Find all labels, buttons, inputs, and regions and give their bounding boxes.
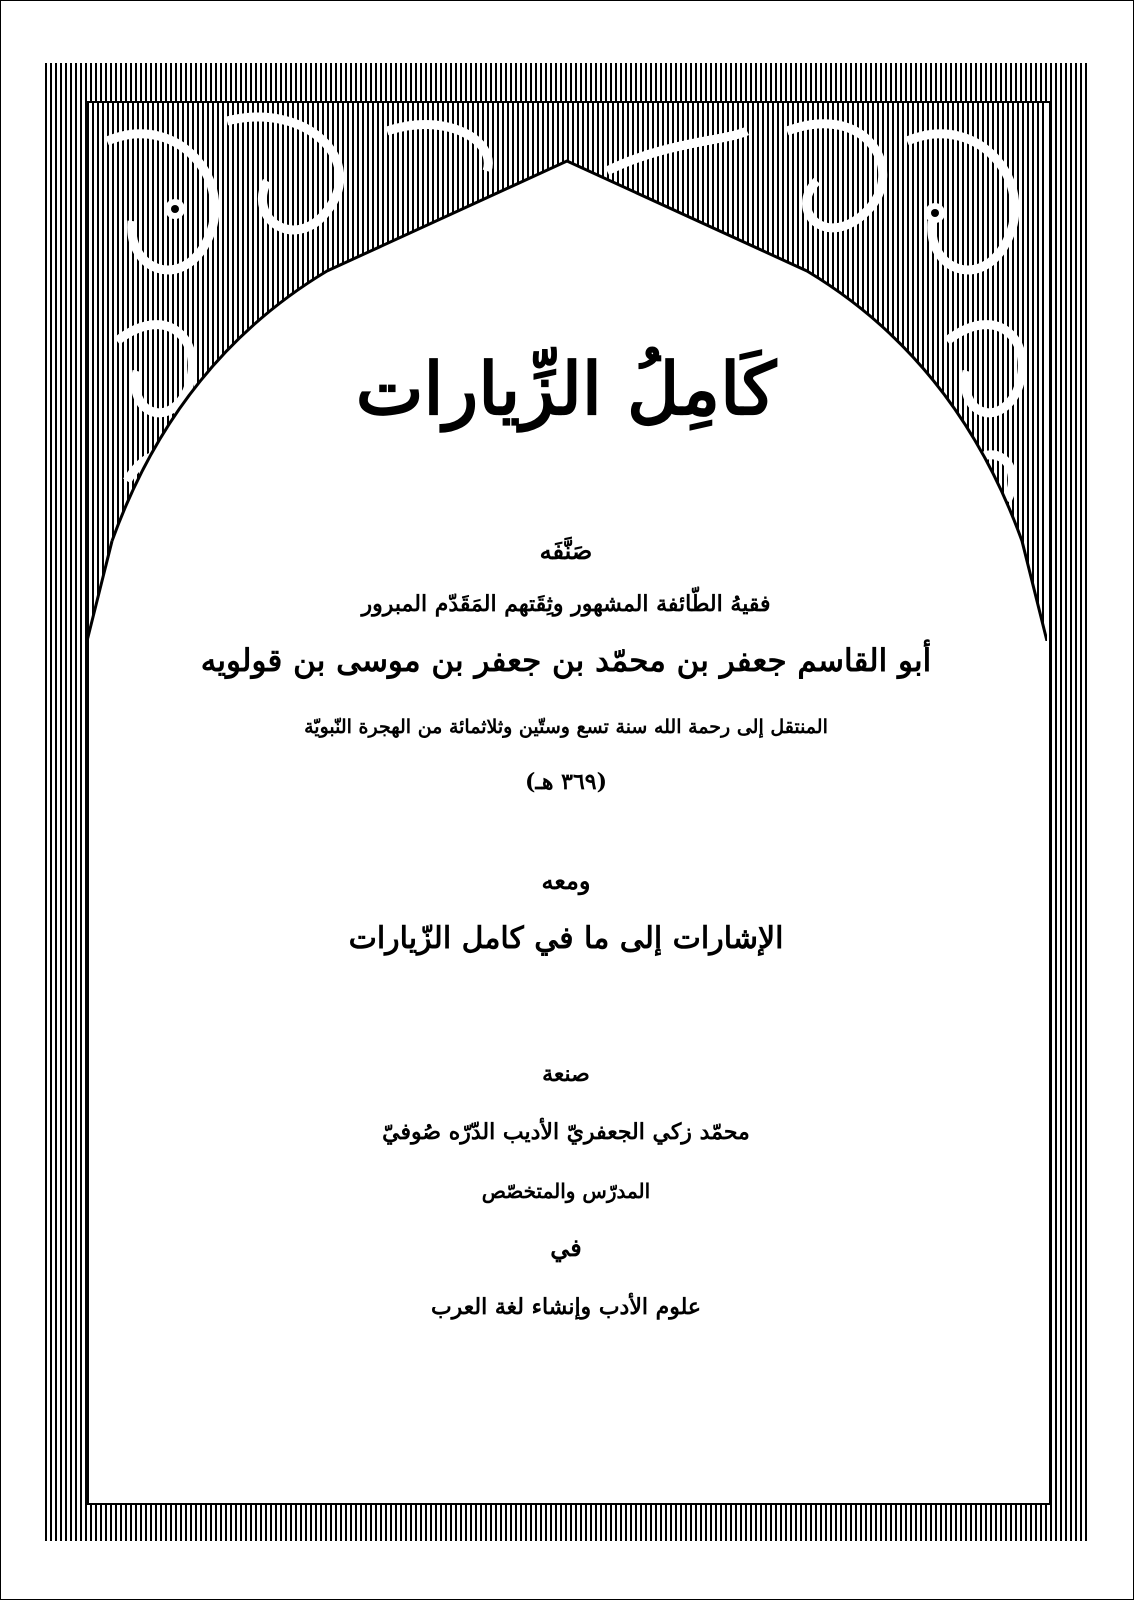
compiled-by-label: صَنَّفَه [539,536,593,565]
with-it-label: ومعه [541,866,591,895]
compiler-field: علوم الأدب وإنشاء لغة العرب [430,1294,702,1320]
author-description: فقيهُ الطّائفة المشهور وثِقَتهم المَقَدّم المبرور [361,591,771,617]
author-death-note: المنتقل إلى رحمة الله سنة تسع وستّين وثلاثمائة من الهجرة النّبويّة [304,716,828,738]
author-death-year: (٣٦٩ هـ) [525,769,607,795]
crafted-by-label: صنعة [542,1061,590,1087]
bottom-striped-band [45,1501,1089,1541]
compiler-name: محمّد زكي الجعفريّ الأديب الدّرّه صُوفيّ [382,1119,750,1145]
in-label: في [550,1233,582,1262]
compiler-role: المدرّس والمتخصّص [481,1179,651,1203]
book-title: كَامِلُ الزِّيارات [355,346,777,431]
author-name: أبو القاسم جعفر بن محمّد بن جعفر بن موسى بن قولويه [200,643,932,679]
appended-work-title: الإشارات إلى ما في كامل الزّيارات [348,921,784,956]
